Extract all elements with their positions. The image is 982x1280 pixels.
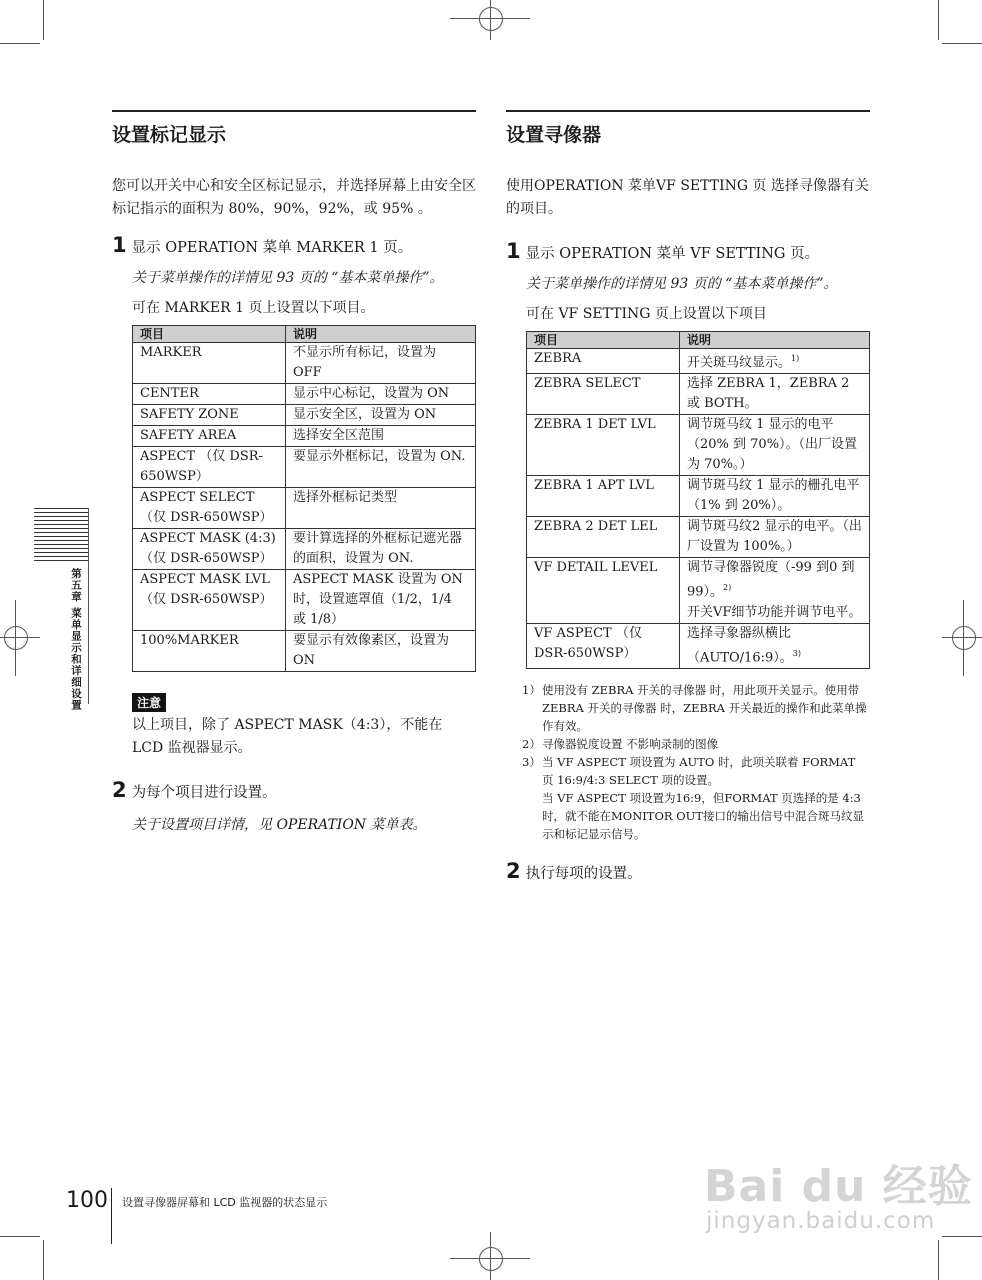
cell-desc-text: 开关VF细节功能并调节电平。 (687, 604, 862, 620)
registration-line (490, 0, 491, 40)
table-row (133, 343, 476, 384)
footnote-ref: 1) (791, 354, 800, 363)
reference-text: 关于菜单操作的详情见 93 页的 “基本菜单操作”。 (132, 270, 444, 286)
cell-desc: ASPECT MASK 设置为 ON 时，设置遮罩值（1/2，1/4 或 1/8） (286, 570, 476, 631)
cell-item: MARKER (133, 343, 286, 384)
note-block (112, 692, 476, 760)
cell-desc: 不显示所有标记，设置为 OFF (286, 343, 476, 384)
cell-desc: 调节斑马纹2 显示的电平。（出厂设置为 100%。） (680, 517, 870, 558)
chapter-tab-stripes (34, 508, 88, 564)
cell-item: VF ASPECT （仅 DSR-650WSP） (527, 623, 680, 668)
footer-text: 设置寻像器屏幕和 LCD 监视器的状态显示 (122, 1196, 328, 1209)
footnote-ref: 2) (723, 583, 732, 593)
registration-mark (479, 1247, 503, 1271)
table-header: 说明 (680, 332, 870, 349)
step-number: 1 (112, 233, 127, 257)
watermark-logo: Bai du 经验 (704, 1161, 973, 1212)
footnote-text: 当 VF ASPECT 项设置为 AUTO 时，此项关联着 FORMAT 页 16:9/4:3 SELECT 项的设置。 (542, 754, 856, 787)
section-title: 设置寻像器 (506, 124, 602, 146)
crop-mark (938, 1240, 939, 1280)
cell-desc-text: 选择寻象器纵横比（AUTO/16:9）。 (687, 625, 793, 665)
cell-desc: 选择 ZEBRA 1，ZEBRA 2 或 BOTH。 (680, 374, 870, 415)
footnote-ref: 3) (792, 648, 801, 658)
footnote (522, 735, 870, 753)
crop-mark (0, 43, 40, 44)
cell-desc: 选择外框标记类型 (286, 488, 476, 529)
table-row (133, 631, 476, 672)
cell-item: ZEBRA 1 DET LVL (527, 415, 680, 476)
table-row (527, 476, 870, 517)
table-header: 项目 (133, 326, 286, 343)
cell-desc-text: 调节寻像器锐度（-99 到0 到99）。 (687, 560, 855, 600)
step-1 (112, 233, 476, 257)
cell-desc: 要显示外框标记，设置为 ON. (286, 447, 476, 488)
registration-mark (4, 626, 28, 650)
cell-item: ASPECT SELECT （仅 DSR-650WSP） (133, 488, 286, 529)
table-row (133, 384, 476, 405)
cell-desc: 显示安全区，设置为 ON (286, 405, 476, 426)
page-number: 100 (66, 1188, 108, 1213)
cell-desc: 要显示有效像素区，设置为ON (286, 631, 476, 672)
table-wrapper (112, 325, 476, 672)
step-number: 1 (506, 239, 521, 263)
crop-mark (938, 0, 939, 40)
table-header: 说明 (286, 326, 476, 343)
registration-line (490, 1232, 491, 1280)
step-text: 显示 OPERATION 菜单 MARKER 1 页。 (131, 240, 413, 256)
table-row (527, 558, 870, 623)
footnote-text: 使用没有 ZEBRA 开关的寻像器 时，用此项开关显示。使用带 ZEBRA 开关的寻像器 时，ZEBRA 开关最近的操作和此菜单操作有效。 (542, 682, 867, 733)
table-row (133, 488, 476, 529)
step-number: 2 (506, 858, 521, 883)
footnote-number (522, 789, 542, 843)
cell-desc: 显示中心标记，设置为 ON (286, 384, 476, 405)
table-lead: 可在 VF SETTING 页上设置以下项目 (526, 306, 767, 322)
crop-mark (43, 0, 44, 40)
cell-desc (680, 558, 870, 623)
table-row (133, 426, 476, 447)
step-1 (506, 239, 870, 263)
cell-item: ZEBRA (527, 349, 680, 374)
section-rule (506, 110, 870, 112)
note-badge: 注意 (132, 693, 166, 712)
footnote (522, 681, 870, 735)
footnote-number: 1） (522, 682, 541, 697)
crop-mark (0, 1236, 40, 1237)
chapter-tab-label: 第五章 菜单显示和详细设置 (70, 568, 82, 711)
table-row (133, 570, 476, 631)
cell-item: ASPECT MASK (4:3) （仅 DSR-650WSP） (133, 529, 286, 570)
cell-desc: 要计算选择的外框标记遮光器的面积，设置为 ON. (286, 529, 476, 570)
table-row (133, 405, 476, 426)
footnote-text: 寻像器锐度设置 不影响录制的图像 (542, 736, 719, 751)
registration-line (15, 600, 16, 676)
section-title: 设置标记显示 (112, 124, 227, 146)
registration-mark (479, 7, 503, 31)
table-row (527, 517, 870, 558)
left-column (112, 110, 476, 834)
vf-setting-table (526, 331, 870, 669)
footnotes (506, 681, 870, 843)
table-wrapper (506, 331, 870, 669)
cell-item: ZEBRA SELECT (527, 374, 680, 415)
cell-desc (680, 349, 870, 374)
step-2 (112, 778, 476, 802)
cell-item: SAFETY AREA (133, 426, 286, 447)
step-2 (506, 859, 870, 883)
watermark-url: jingyan.baidu.com (706, 1208, 936, 1234)
table-row (527, 415, 870, 476)
footnote (522, 789, 870, 843)
chapter-tab-line (88, 508, 89, 704)
cell-item: CENTER (133, 384, 286, 405)
table-row (133, 447, 476, 488)
cell-desc (680, 623, 870, 668)
registration-line (0, 637, 40, 638)
step-text: 显示 OPERATION 菜单 VF SETTING 页。 (525, 246, 820, 262)
crop-mark (43, 1240, 44, 1280)
table-row (527, 374, 870, 415)
cell-desc-text: 开关斑马纹显示。 (687, 355, 792, 371)
footer-divider (111, 1188, 112, 1244)
cell-item: ZEBRA 1 APT LVL (527, 476, 680, 517)
section-rule (112, 110, 476, 112)
reference-text: 关于设置项目详情，见 OPERATION 菜单表。 (132, 817, 427, 833)
crop-mark (942, 1236, 982, 1237)
step-text: 执行每项的设置。 (525, 865, 642, 882)
step-number: 2 (112, 778, 127, 802)
cell-item: ASPECT MASK LVL （仅 DSR-650WSP） (133, 570, 286, 631)
cell-item: VF DETAIL LEVEL (527, 558, 680, 623)
footnote-number: 2） (522, 736, 541, 751)
cell-desc: 调节斑马纹 1 显示的电平（20% 到 70%）。（出厂设置为 70%。） (680, 415, 870, 476)
registration-mark (952, 626, 976, 650)
cell-desc: 选择安全区范围 (286, 426, 476, 447)
cell-item: SAFETY ZONE (133, 405, 286, 426)
cell-desc: 调节斑马纹 1 显示的栅孔电平（1% 到 20%）。 (680, 476, 870, 517)
table-row (527, 349, 870, 374)
footnote-text: 当 VF ASPECT 项设置为16:9，但FORMAT 页选择的是 4:3 时，就不能在MONITOR OUT接口的输出信号中混合斑马纹显示和标记显示信号。 (542, 790, 865, 841)
intro-text: 使用OPERATION 菜单VF SETTING 页 选择寻像器有关的项目。 (506, 178, 869, 217)
reference-text: 关于菜单操作的详情见 93 页的 “基本菜单操作”。 (526, 276, 838, 292)
cell-item: ZEBRA 2 DET LEL (527, 517, 680, 558)
footnote (522, 753, 870, 789)
table-row (133, 529, 476, 570)
registration-line (942, 637, 982, 638)
step-text: 为每个项目进行设置。 (131, 785, 277, 801)
crop-mark (942, 43, 982, 44)
table-header: 项目 (527, 332, 680, 349)
table-row (527, 623, 870, 668)
right-column (506, 110, 870, 883)
footnote-number: 3） (522, 754, 541, 769)
note-text: 以上项目，除了 ASPECT MASK（4:3），不能在 LCD 监视器显示。 (132, 717, 443, 756)
table-lead: 可在 MARKER 1 页上设置以下项目。 (132, 300, 375, 316)
cell-item: 100%MARKER (133, 631, 286, 672)
registration-line (963, 600, 964, 676)
intro-text: 您可以开关中心和安全区标记显示，并选择屏幕上由安全区标记指示的面积为 80%，90%，92%，或 95% 。 (112, 178, 476, 217)
marker-table (132, 325, 476, 672)
cell-item: ASPECT （仅 DSR-650WSP） (133, 447, 286, 488)
